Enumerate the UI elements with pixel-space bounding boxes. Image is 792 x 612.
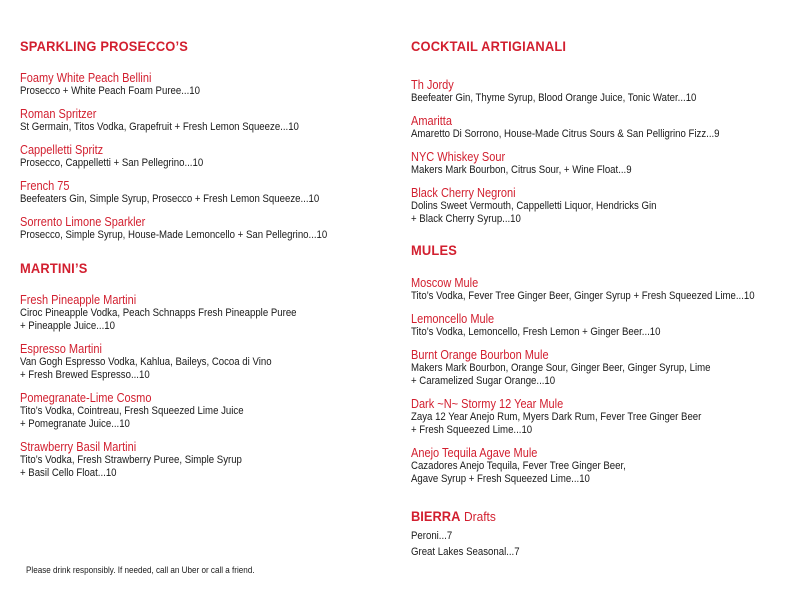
menu-item-name: Strawberry Basil Martini	[20, 440, 137, 454]
menu-item-description	[20, 85, 338, 98]
menu-item	[20, 179, 390, 206]
description-line: + Caramelized Sugar Orange...10	[411, 375, 556, 387]
description-line: Prosecco, Cappelletti + San Pellegrino...10	[20, 157, 204, 169]
menu-item-description	[20, 121, 338, 134]
menu-item-description	[20, 356, 338, 382]
martinis-items	[20, 293, 390, 480]
description-line: Tito’s Vodka, Cointreau, Fresh Squeezed Lime Juice	[20, 405, 244, 417]
menu-item-description	[411, 460, 729, 486]
mules-items	[411, 276, 781, 486]
menu-item	[20, 107, 390, 134]
description-line: + Fresh Squeezed Lime...10	[411, 424, 533, 436]
menu-item-description	[411, 290, 755, 303]
menu-item-name: Anejo Tequila Agave Mule	[411, 446, 538, 460]
menu-item	[20, 143, 390, 170]
menu-item-name: Roman Spritzer	[20, 107, 97, 121]
bierra-title-light: Drafts	[463, 509, 496, 524]
beer-item: Peroni...7	[411, 530, 453, 542]
left-column	[20, 38, 390, 494]
description-line: Agave Syrup + Fresh Squeezed Lime...10	[411, 473, 590, 485]
description-line: + Pomegranate Juice...10	[20, 418, 130, 430]
description-line: + Fresh Brewed Espresso...10	[20, 369, 150, 381]
menu-item-description	[20, 229, 338, 242]
description-line: Zaya 12 Year Anejo Rum, Myers Dark Rum, Fever Tree Ginger Beer	[411, 411, 702, 423]
footer-note: Please drink responsibly. If needed, call an Uber or call a friend.	[26, 565, 255, 575]
description-line: Amaretto Di Sorrono, House-Made Citrus Sours & San Pelligrino Fizz...9	[411, 128, 720, 140]
description-line: Beefeaters Gin, Simple Syrup, Prosecco + Fresh Lemon Squeeze...10	[20, 193, 320, 205]
sparkling-title: SPARKLING PROSECCO’S	[20, 38, 189, 54]
description-line: Makers Mark Bourbon, Citrus Sour, + Wine Float...9	[411, 164, 632, 176]
menu-item-name: Burnt Orange Bourbon Mule	[411, 348, 549, 362]
description-line: Tito’s Vodka, Lemoncello, Fresh Lemon + Ginger Beer...10	[411, 326, 661, 338]
menu-item-name: Sorrento Limone Sparkler	[20, 215, 146, 229]
menu-item	[20, 391, 390, 431]
menu-item-name: Th Jordy	[411, 78, 454, 92]
menu-item-name: Lemoncello Mule	[411, 312, 495, 326]
menu-item-name: French 75	[20, 179, 70, 193]
menu-item	[411, 276, 781, 303]
menu-item-name: Black Cherry Negroni	[411, 186, 516, 200]
menu-item-name: Dark ~N~ Stormy 12 Year Mule	[411, 397, 564, 411]
menu-item-name: Moscow Mule	[411, 276, 479, 290]
menu-item	[411, 397, 781, 437]
menu-item-description	[411, 362, 729, 388]
menu-item-description	[20, 405, 338, 431]
menu-item	[411, 446, 781, 486]
menu-item-description	[20, 454, 338, 480]
menu-item-name: Amaritta	[411, 114, 452, 128]
bierra-section	[411, 508, 781, 560]
menu-item-description	[411, 92, 729, 105]
description-line: St Germain, Titos Vodka, Grapefruit + Fresh Lemon Squeeze...10	[20, 121, 299, 133]
menu-item-name: NYC Whiskey Sour	[411, 150, 506, 164]
menu-item-description	[411, 411, 729, 437]
menu-item	[20, 342, 390, 382]
cocktails-items	[411, 78, 781, 226]
menu-item	[20, 440, 390, 480]
menu-item-name: Fresh Pineapple Martini	[20, 293, 137, 307]
right-column	[411, 38, 781, 560]
beer-item: Great Lakes Seasonal...7	[411, 546, 520, 558]
menu-item	[411, 150, 781, 177]
menu-item	[411, 348, 781, 388]
menu-item-description	[20, 157, 338, 170]
menu-item-description	[411, 200, 729, 226]
menu-item-name: Espresso Martini	[20, 342, 102, 356]
menu-item	[411, 312, 781, 339]
menu-item	[411, 186, 781, 226]
menu-item-description	[20, 193, 338, 206]
menu-item	[20, 215, 390, 242]
description-line: Prosecco, Simple Syrup, House-Made Lemoncello + San Pellegrino...10	[20, 229, 328, 241]
description-line: Prosecco + White Peach Foam Puree...10	[20, 85, 200, 97]
description-line: Dolins Sweet Vermouth, Cappelletti Liquor, Hendricks Gin	[411, 200, 657, 212]
sparkling-items	[20, 71, 390, 242]
menu-item	[20, 71, 390, 98]
description-line: Cazadores Anejo Tequila, Fever Tree Ginger Beer,	[411, 460, 626, 472]
description-line: Beefeater Gin, Thyme Syrup, Blood Orange Juice, Tonic Water...10	[411, 92, 697, 104]
menu-item	[411, 78, 781, 105]
martinis-title: MARTINI’S	[20, 260, 88, 276]
description-line: Tito’s Vodka, Fever Tree Ginger Beer, Ginger Syrup + Fresh Squeezed Lime...10	[411, 290, 755, 302]
menu-item-name: Foamy White Peach Bellini	[20, 71, 152, 85]
cocktails-title: COCKTAIL ARTIGIANALI	[411, 38, 567, 54]
mules-section	[411, 242, 781, 486]
mules-title: MULES	[411, 242, 457, 258]
sparkling-section	[20, 38, 390, 242]
description-line: + Basil Cello Float...10	[20, 467, 117, 479]
cocktails-section	[411, 38, 781, 226]
martinis-section	[20, 260, 390, 480]
bierra-title-bold: BIERRA	[411, 508, 461, 524]
description-line: + Pineapple Juice...10	[20, 320, 115, 332]
menu-item-name: Cappelletti Spritz	[20, 143, 104, 157]
menu-item-description	[411, 326, 729, 339]
description-line: + Black Cherry Syrup...10	[411, 213, 521, 225]
menu-item-name: Pomegranate-Lime Cosmo	[20, 391, 152, 405]
menu-item-description	[411, 164, 729, 177]
menu-item-description	[20, 307, 338, 333]
description-line: Makers Mark Bourbon, Orange Sour, Ginger Beer, Ginger Syrup, Lime	[411, 362, 711, 374]
bierra-title	[411, 508, 751, 524]
description-line: Ciroc Pineapple Vodka, Peach Schnapps Fresh Pineapple Puree	[20, 307, 297, 319]
menu-item	[411, 114, 781, 141]
menu-item	[20, 293, 390, 333]
menu-item-description	[411, 128, 729, 141]
description-line: Tito’s Vodka, Fresh Strawberry Puree, Simple Syrup	[20, 454, 242, 466]
description-line: Van Gogh Espresso Vodka, Kahlua, Baileys, Cocoa di Vino	[20, 356, 272, 368]
